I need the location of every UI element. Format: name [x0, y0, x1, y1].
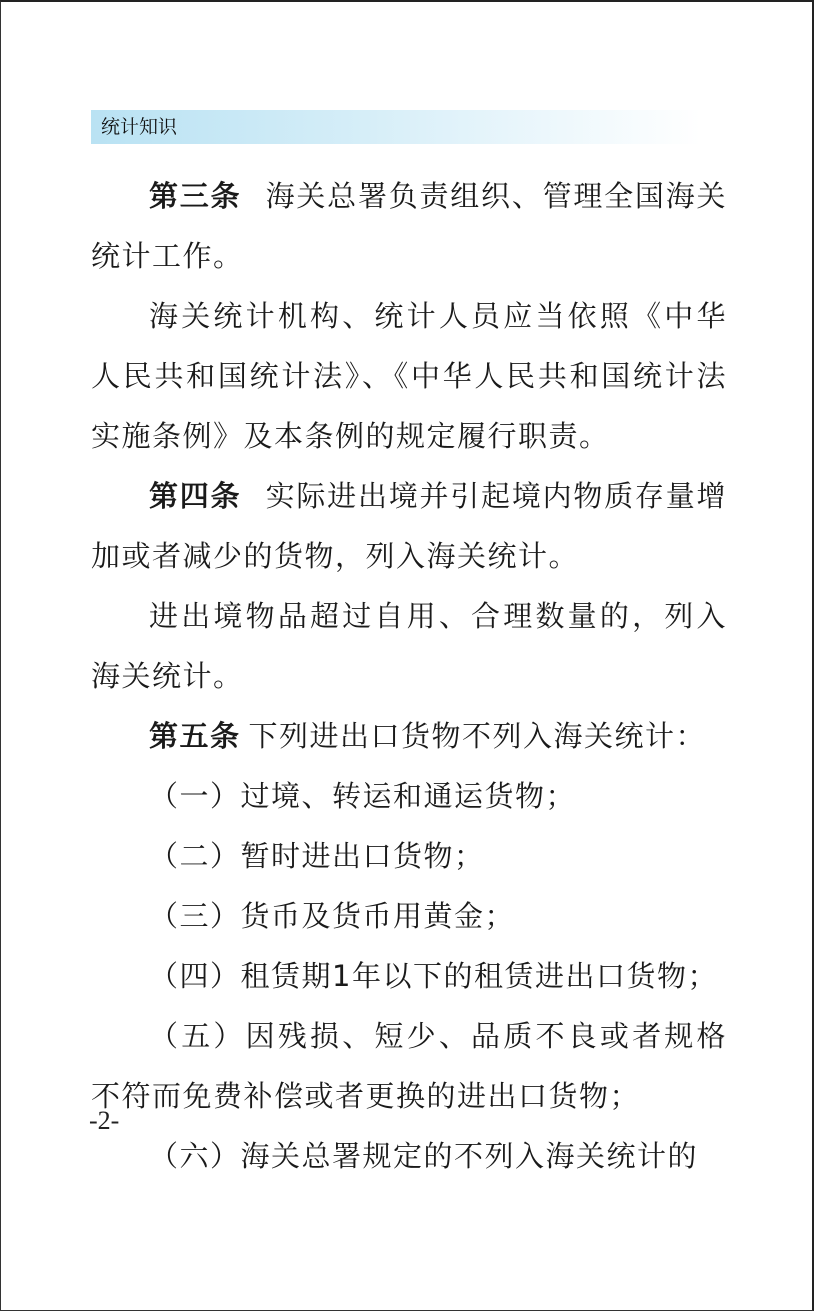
- article-5-item: （二）暂时进出口货物；: [149, 839, 485, 873]
- article-5-item: （六）海关总署规定的不列入海关统计的: [149, 1139, 699, 1173]
- article-5-item: （三）货币及货币用黄金；: [149, 899, 516, 933]
- article-4-paragraph-1: [91, 466, 727, 586]
- article-5-intro: [91, 706, 727, 766]
- article-4-label: 第四条: [149, 479, 242, 513]
- document-body: [91, 166, 727, 1186]
- article-3-text-1: 海关总署负责组织、管理全国海关统计工作。: [91, 179, 727, 273]
- article-5-item: （一）过境、转运和通运货物；: [149, 779, 577, 813]
- section-header-label: 统计知识: [101, 116, 178, 138]
- article-5-label: 第五条: [149, 719, 241, 753]
- article-3-label: 第三条: [149, 179, 242, 213]
- article-5-item: （五）因残损、短少、品质不良或者规格不符而免费补偿或者更换的进出口货物；: [91, 1019, 727, 1113]
- article-3-paragraph-1: [91, 166, 727, 286]
- article-4-text-1: 实际进出境并引起境内物质存量增加或者减少的货物，列入海关统计。: [91, 479, 727, 573]
- article-5-item: （四）租赁期1年以下的租赁进出口货物；: [149, 959, 718, 993]
- page-number: -2-: [89, 1106, 120, 1135]
- article-5-intro-text: 下列进出口货物不列入海关统计：: [248, 719, 707, 753]
- article-4-paragraph-2: 进出境物品超过自用、合理数量的，列入海关统计。: [91, 599, 727, 693]
- section-header-band: [91, 110, 701, 144]
- article-3-paragraph-2: 海关统计机构、统计人员应当依照《中华人民共和国统计法》、《中华人民共和国统计法实施条例》及本条例的规定履行职责。: [91, 299, 727, 453]
